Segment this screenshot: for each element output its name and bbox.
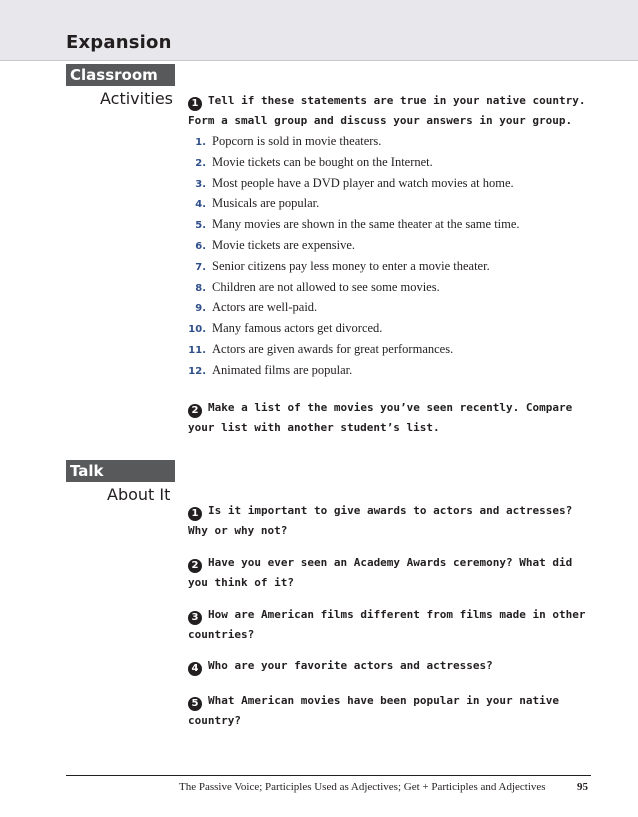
item-number: 6.	[195, 240, 206, 252]
item-number: 10.	[188, 324, 206, 336]
question-text: What American movies have been popular in your native country?	[188, 694, 559, 727]
question-text: How are American films different from films made in other countries?	[188, 608, 586, 641]
item-number: 4.	[195, 199, 206, 211]
section-label-talk: Talk	[66, 460, 175, 482]
number-circle-icon: 4	[188, 662, 202, 676]
number-circle-icon: 2	[188, 404, 202, 418]
question-4	[188, 656, 598, 676]
item-number: 1.	[195, 137, 206, 148]
question-text: Who are your favorite actors and actresses?	[208, 659, 493, 672]
list-item	[188, 134, 520, 155]
list-item	[188, 342, 520, 363]
item-number: 2.	[195, 157, 206, 169]
number-circle-icon: 1	[188, 507, 202, 521]
question-5	[188, 691, 598, 731]
footer-text: The Passive Voice; Participles Used as Adjectives; Get + Participles and Adjectives	[179, 781, 546, 793]
item-text: Actors are given awards for great performances.	[212, 341, 454, 356]
section-sublabel-about-it: About It	[107, 485, 171, 504]
item-number: 8.	[195, 282, 206, 294]
page-number: 95	[577, 781, 588, 793]
activity-1-instruction	[188, 91, 598, 131]
item-number: 9.	[195, 303, 206, 315]
item-text: Actors are well-paid.	[212, 300, 318, 315]
list-item	[188, 238, 520, 259]
section-sublabel-activities: Activities	[100, 89, 173, 108]
list-item	[188, 176, 520, 197]
list-item	[188, 321, 520, 342]
list-item	[188, 363, 520, 384]
activity-2-instruction	[188, 398, 598, 438]
number-circle-icon: 1	[188, 97, 202, 111]
list-item	[188, 155, 520, 176]
item-text: Animated films are popular.	[212, 362, 353, 377]
question-3	[188, 605, 598, 645]
item-number: 3.	[195, 178, 206, 190]
list-item	[188, 217, 520, 238]
activity-1-text: Tell if these statements are true in your native country. Form a small group and discuss your answers in your group.	[188, 94, 586, 127]
number-circle-icon: 3	[188, 611, 202, 625]
footer-rule	[66, 775, 591, 776]
number-circle-icon: 5	[188, 697, 202, 711]
list-item	[188, 259, 520, 280]
list-item	[188, 280, 520, 301]
list-item	[188, 300, 520, 321]
item-text: Most people have a DVD player and watch movies at home.	[212, 175, 514, 190]
item-text: Movie tickets can be bought on the Internet.	[212, 154, 433, 169]
item-text: Children are not allowed to see some movies.	[212, 279, 440, 294]
item-text: Senior citizens pay less money to enter a movie theater.	[212, 258, 490, 273]
section-label-classroom: Classroom	[66, 64, 175, 86]
item-number: 7.	[195, 261, 206, 273]
item-text: Musicals are popular.	[212, 196, 320, 211]
list-item	[188, 196, 520, 217]
question-text: Have you ever seen an Academy Awards ceremony? What did you think of it?	[188, 556, 573, 589]
item-text: Many famous actors get divorced.	[212, 321, 383, 336]
statement-list	[188, 134, 520, 384]
activity-2-text: Make a list of the movies you’ve seen recently. Compare your list with another student’s list.	[188, 401, 573, 434]
item-number: 12.	[188, 365, 206, 377]
page-title: Expansion	[66, 32, 172, 53]
item-number: 5.	[195, 220, 206, 232]
item-text: Movie tickets are expensive.	[212, 237, 356, 252]
item-text: Many movies are shown in the same theater at the same time.	[212, 217, 520, 232]
item-text: Popcorn is sold in movie theaters.	[212, 134, 382, 148]
item-number: 11.	[188, 344, 206, 356]
number-circle-icon: 2	[188, 559, 202, 573]
question-1	[188, 501, 598, 541]
question-2	[188, 553, 598, 593]
question-text: Is it important to give awards to actors and actresses? Why or why not?	[188, 504, 573, 537]
